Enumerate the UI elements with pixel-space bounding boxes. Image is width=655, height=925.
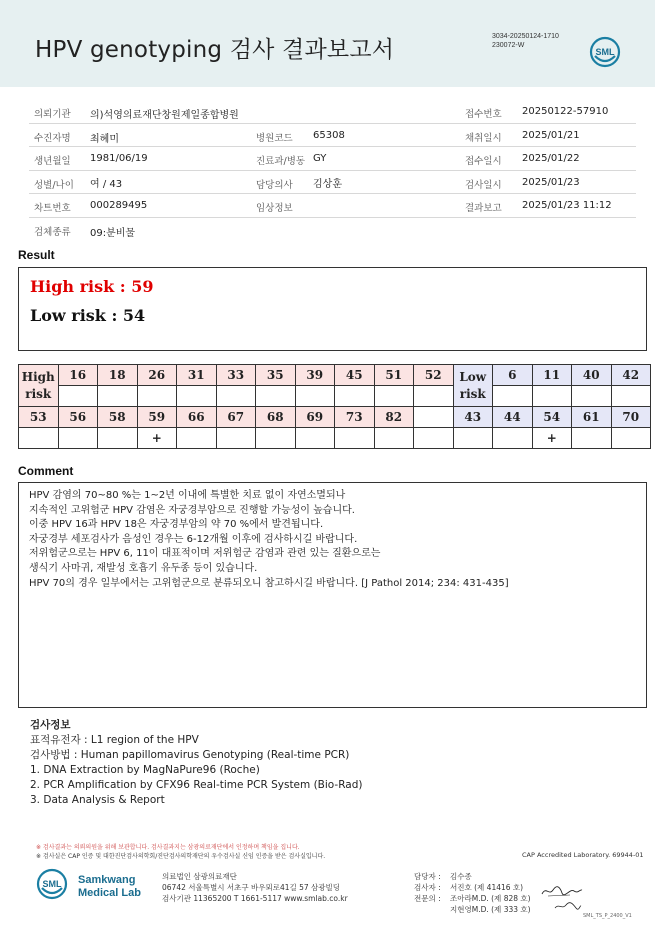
comment-section-title: Comment [18, 464, 74, 478]
comment-line: 저위험군으로는 HPV 6, 11이 대표적이며 저위험군 감염과 관련 있는 질환으로는 [29, 548, 381, 560]
genotype-cell: 73 [335, 407, 375, 428]
info-row [29, 124, 636, 148]
table-row [19, 428, 651, 449]
doctor-label: 담당의사 [256, 179, 293, 191]
genotype-cell: 67 [216, 407, 256, 428]
mark-cell [295, 386, 335, 407]
receipt-date-label: 접수일시 [465, 156, 502, 167]
low-risk-row-label [453, 365, 493, 407]
result-section-title: Result [18, 248, 55, 262]
specimen-label: 검체종류 [34, 226, 71, 238]
footer-notice-black: ※ 검사실은 CAP 인증 및 대한진단검사의학회/진단검사의학재단의 우수검사실 신임 인증을 받은 검사실입니다. [36, 853, 326, 860]
genotype-cell: 66 [177, 407, 217, 428]
genotype-cell: 68 [256, 407, 296, 428]
sml-logo-icon [589, 36, 621, 68]
test-info [30, 718, 362, 808]
hospital-code-label: 병원코드 [256, 132, 293, 144]
info-row [29, 147, 636, 171]
comment-line: 이중 HPV 16과 HPV 18은 자궁경부암의 약 70 %에서 발견됩니다. [29, 519, 324, 531]
genotype-cell: 45 [335, 365, 375, 386]
sex-age-label: 성별/나이 [34, 179, 74, 191]
document-id-line1: 3034-20250124-1710 [492, 33, 559, 40]
genotype-cell: 33 [216, 365, 256, 386]
receipt-no-label: 접수번호 [465, 109, 502, 120]
mark-cell [216, 386, 256, 407]
genotype-cell: 69 [295, 407, 335, 428]
requesting-institution-label: 의뢰기관 [34, 109, 71, 120]
test-step-3: 3. Data Analysis & Report [30, 794, 165, 806]
patient-info [29, 100, 636, 241]
genotype-cell: 70 [611, 407, 651, 428]
signature-icon [540, 884, 584, 898]
high-risk-label-line2: risk [25, 386, 52, 401]
report-title: HPV genotyping 검사 결과보고서 [35, 37, 395, 63]
positive-mark-59: + [137, 428, 177, 449]
comment-box [18, 482, 647, 708]
mark-cell [177, 386, 217, 407]
high-risk-label-line1: High [21, 369, 55, 384]
genotype-cell: 53 [19, 407, 59, 428]
report-date: 2025/01/23 11:12 [522, 200, 612, 211]
comment-line: 자궁경부 세포검사가 음성인 경우는 6-12개월 이후에 검사하시길 바랍니다. [29, 533, 358, 545]
genotype-cell: 59 [137, 407, 177, 428]
comment-line: HPV 감염의 70~80 %는 1~2년 이내에 특별한 치료 없이 자연소멸되나 [29, 490, 346, 501]
mark-cell [216, 428, 256, 449]
department: GY [313, 153, 327, 164]
doctor: 김상훈 [313, 178, 342, 190]
low-risk-label-line1: Low [459, 369, 487, 384]
table-row [19, 365, 651, 386]
tester-label: 검사자 : [414, 883, 441, 892]
low-risk-label-line2: risk [459, 386, 486, 401]
mark-cell [19, 428, 59, 449]
genotype-cell: 16 [58, 365, 98, 386]
genotype-cell: 35 [256, 365, 296, 386]
mark-cell [256, 386, 296, 407]
requesting-institution: 의)석영의료재단창원제일종합병원 [90, 110, 239, 121]
genotype-cell: 44 [493, 407, 533, 428]
high-risk-result: High risk : 59 [30, 277, 154, 296]
signature-icon [553, 900, 583, 912]
comment-line: 지속적인 고위험군 HPV 감염은 자궁경부암으로 진행할 가능성이 높습니다. [29, 504, 355, 516]
footer-notice-red: ※ 검사결과는 의뢰의원을 위해 보관합니다. 검사결과지는 삼광의료재단에서 인정하며 책임을 집니다. [36, 844, 300, 851]
mark-cell [572, 428, 612, 449]
patient-name: 최혜미 [90, 133, 119, 145]
genotype-cell: 40 [572, 365, 612, 386]
specimen: 09:분비물 [90, 227, 136, 239]
mark-cell [414, 386, 454, 407]
test-step-2: 2. PCR Amplification by CFX96 Real-time PCR System (Bio-Rad) [30, 779, 363, 791]
chart-no-label: 차트번호 [34, 203, 71, 214]
address-line: 검사기관 11365200 T 1661-5117 www.smlab.co.kr [162, 894, 348, 903]
company-address [162, 871, 348, 904]
address-line: 06742 서울특별시 서초구 바우뫼로41길 57 삼광빌딩 [162, 883, 341, 892]
mark-cell [414, 428, 454, 449]
genotype-cell: 54 [532, 407, 572, 428]
tester-name: 서진호 (제 41416 호) [450, 883, 524, 892]
chart-no: 000289495 [90, 200, 148, 211]
department-label: 진료과/병동 [256, 156, 306, 167]
specialist-label: 전문의 : [414, 894, 441, 903]
receipt-date: 2025/01/22 [522, 153, 580, 164]
mark-cell [335, 386, 375, 407]
info-row [29, 194, 636, 218]
comment-line: HPV 70의 경우 일부에서는 고위험군으로 분류되오니 참고하시길 바랍니다. [J Pathol 2014; 234: 431-435] [29, 577, 509, 589]
specialist-name-1: 조아라M.D. (제 828 호) [450, 894, 531, 903]
hospital-code: 65308 [313, 129, 345, 141]
genotype-cell: 56 [58, 407, 98, 428]
mark-cell [256, 428, 296, 449]
genotype-cell: 51 [374, 365, 414, 386]
genotype-cell: 11 [532, 365, 572, 386]
mark-cell [58, 428, 98, 449]
mark-cell [611, 428, 651, 449]
patient-name-label: 수진자명 [34, 132, 71, 144]
genotype-cell: 31 [177, 365, 217, 386]
target-gene: 표적유전자 : L1 region of the HPV [30, 734, 199, 746]
info-row [29, 171, 636, 195]
mark-cell [58, 386, 98, 407]
samkwang-logo-icon [36, 868, 68, 900]
genotype-cell: 6 [493, 365, 533, 386]
mark-cell [493, 386, 533, 407]
high-risk-row-label [19, 365, 59, 407]
form-code: SML_TS_P_2400_V1 [583, 913, 632, 919]
positive-mark-54: + [532, 428, 572, 449]
info-row [29, 218, 636, 242]
test-step-1: 1. DNA Extraction by MagNaPure96 (Roche) [30, 764, 260, 776]
genotype-table [18, 364, 651, 449]
genotype-cell: 42 [611, 365, 651, 386]
company-name [78, 874, 141, 900]
genotype-cell: 82 [374, 407, 414, 428]
test-info-title: 검사정보 [30, 719, 71, 731]
test-date-label: 검사일시 [465, 179, 502, 191]
low-risk-result: Low risk : 54 [30, 306, 146, 325]
result-box [18, 267, 647, 351]
table-row [19, 386, 651, 407]
mark-cell [374, 386, 414, 407]
collection-date: 2025/01/21 [522, 129, 580, 141]
table-row [19, 407, 651, 428]
mark-cell [572, 386, 612, 407]
address-line: 의료법인 삼광의료재단 [162, 872, 237, 881]
clinical-info-label: 임상정보 [256, 203, 293, 214]
genotype-cell: 26 [137, 365, 177, 386]
report-date-label: 결과보고 [465, 203, 502, 214]
mark-cell [137, 386, 177, 407]
genotype-cell: 18 [98, 365, 138, 386]
company-name-line1: Samkwang [78, 874, 136, 886]
info-row [29, 100, 636, 124]
genotype-cell: 39 [295, 365, 335, 386]
empty-cell [414, 407, 454, 428]
mark-cell [177, 428, 217, 449]
comment-line: 생식기 사마귀, 재발성 호흡기 유두종 등이 있습니다. [29, 562, 258, 574]
test-method: 검사방법 : Human papillomavirus Genotyping (Real-time PCR) [30, 749, 350, 761]
genotype-cell: 43 [453, 407, 493, 428]
birth-date-label: 생년월일 [34, 156, 71, 167]
mark-cell [98, 428, 138, 449]
supervisor-name: 김수종 [450, 872, 472, 881]
mark-cell [493, 428, 533, 449]
collection-date-label: 채취일시 [465, 132, 502, 144]
birth-date: 1981/06/19 [90, 153, 148, 164]
mark-cell [295, 428, 335, 449]
genotype-cell: 61 [572, 407, 612, 428]
genotype-cell: 58 [98, 407, 138, 428]
mark-cell [335, 428, 375, 449]
specialist-name-2: 지현영M.D. (제 333 호) [450, 905, 531, 914]
report-header [0, 0, 655, 87]
company-name-line2: Medical Lab [78, 887, 141, 899]
mark-cell [374, 428, 414, 449]
mark-cell [453, 428, 493, 449]
samkwang-logo-text: SML [42, 879, 62, 889]
mark-cell [532, 386, 572, 407]
cap-accreditation: CAP Accredited Laboratory. 69944-01 [522, 851, 644, 859]
receipt-no: 20250122-57910 [522, 106, 609, 117]
supervisor-label: 담당자 : [414, 872, 441, 881]
document-id-line2: 230072-W [492, 42, 525, 49]
document-id [492, 32, 559, 50]
mark-cell [611, 386, 651, 407]
sml-logo-text: SML [595, 47, 615, 57]
test-date: 2025/01/23 [522, 176, 580, 188]
mark-cell [98, 386, 138, 407]
sex-age: 여 / 43 [90, 178, 123, 190]
genotype-cell: 52 [414, 365, 454, 386]
